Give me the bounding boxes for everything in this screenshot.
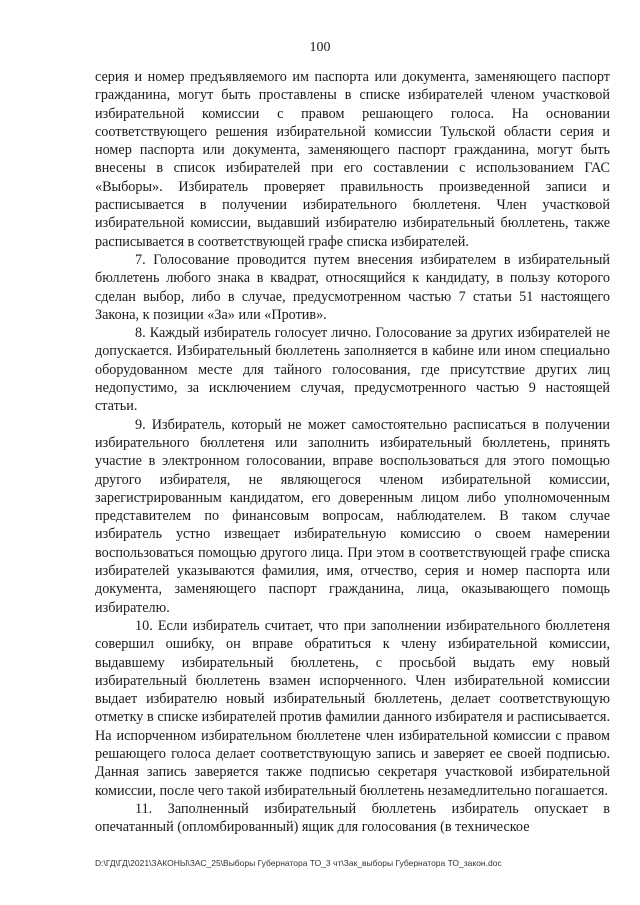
paragraph-7: 7. Голосование проводится путем внесения избирателем в избирательный бюллетень любого знака в квадрат, относящийся к кандидату, в пользу которого сделан выбор, либо в случае, предусмотренном частью 7 статьи 51 настоящего Закона, к позиции «За» или «Против». (95, 251, 610, 323)
paragraph-11: 11. Заполненный избирательный бюллетень избиратель опускает в опечатанный (опломбированный) ящик для голосования (в техническое (95, 800, 610, 836)
paragraph-continuation: серия и номер предъявляемого им паспорта или документа, заменяющего паспорт гражданина, могут быть проставлены в списке избирателей членом участковой избирательной комиссии с правом решающего голоса. На основании соответствующего решения избирательной комиссии Тульской области серия и номер паспорта или документа, заменяющего паспорт гражданина, могут быть внесены в список избирателей при его составлении с использованием ГАС «Выборы». Избиратель проверяет правильность произведенной записи и расписывается в получении избирательного бюллетеня. Член участковой избирательной комиссии, выдавший избирателю избирательный бюллетень, также расписывается в соответствующей графе списка избирателей. (95, 69, 610, 250)
paragraph-8: 8. Каждый избиратель голосует лично. Голосование за других избирателей не допускается. Избирательный бюллетень заполняется в кабине или ином специально оборудованном месте для тайного голосования, где присутствие других лиц недопустимо, за исключением случая, предусмотренного частью 9 настоящей статьи. (95, 325, 610, 415)
footer-file-path: D:\ГД\ГД\2021\ЗАКОНЫ\ЗАС_25\Выборы Губернатора ТО_3 чт\Зак_выборы Губернатора ТО_закон.doc (95, 858, 502, 868)
paragraph-10: 10. Если избиратель считает, что при заполнении избирательного бюллетеня совершил ошибку, он вправе обратиться к члену избирательной комиссии, выдавшему избирательный бюллетень, с просьбой выдать ему новый избирательный бюллетень взамен испорченного. Член избирательной комиссии выдает избирателю новый избирательный бюллетень, делает соответствующую отметку в списке избирателей против фамилии данного избирателя и расписывается. На испорченном избирательном бюллетене член избирательной комиссии с правом решающего голоса делает соответствующую запись и заверяет ее своей подписью. Данная запись заверяется также подписью секретаря участковой избирательной комиссии, после чего такой избирательный бюллетень незамедлительно погашается. (95, 617, 610, 799)
page-number: 100 (309, 40, 331, 55)
paragraph-9: 9. Избиратель, который не может самостоятельно расписаться в получении избирательного бюллетеня или заполнить избирательный бюллетень, принять участие в электронном голосовании, вправе воспользоваться для этого помощью другого избирателя, не являющегося членом избирательной комиссии, зарегистрированным кандидатом, его доверенным лицом либо уполномоченным представителем по финансовым вопросам, наблюдателем. В таком случае избиратель устно извещает избирательную комиссию о своем намерении воспользоваться помощью другого лица. При этом в соответствующей графе списка избирателей указываются фамилия, имя, отчество, серия и номер паспорта или документа, заменяющего паспорт гражданина, лица, оказывающего помощь избирателю. (95, 416, 610, 616)
document-body (95, 68, 610, 836)
